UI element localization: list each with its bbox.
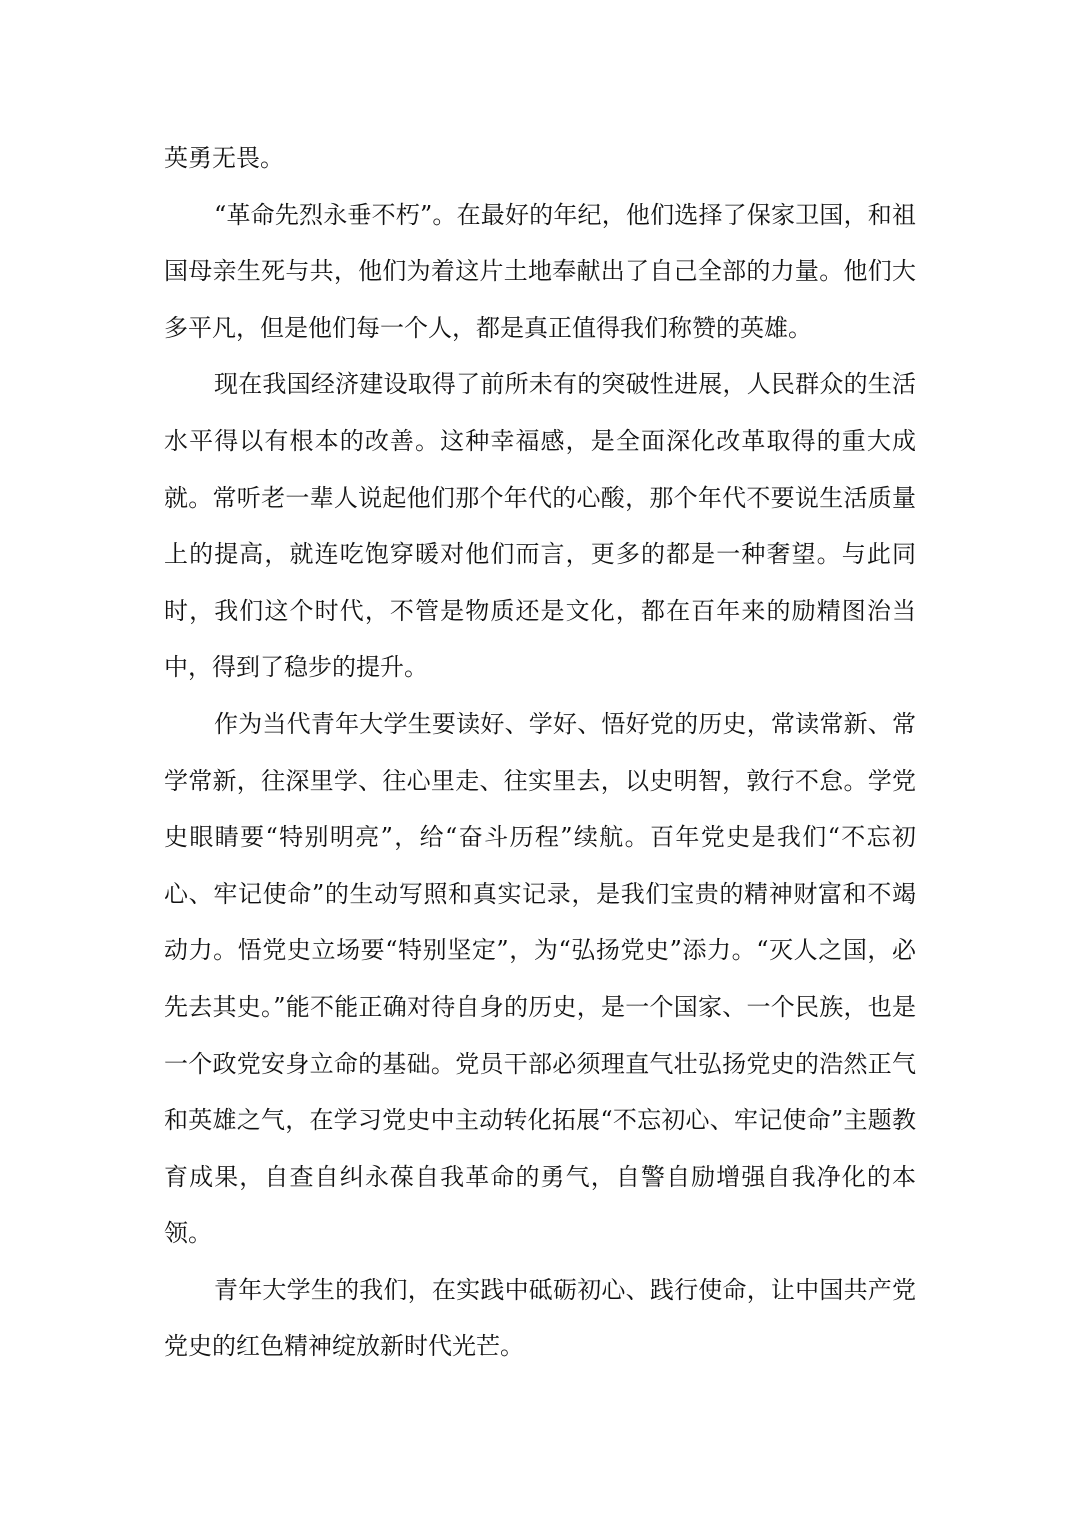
paragraph-party-history-study: 作为当代青年大学生要读好、学好、悟好党的历史，常读常新、常学常新，往深里学、往心里走、往实里去，以史明智，敦行不怠。学党史眼睛要“特别明亮”，给“奋斗历程”续航。百年党史是我们“不忘初心、牢记使命”的生动写照和真实记录，是我们宝贵的精神财富和不竭动力。悟党史立场要“特别坚定”，为“弘扬党史”添力。“灭人之国，必先去其史。”能不能正确对待自身的历史，是一个国家、一个民族，也是一个政党安身立命的基础。党员干部必须理直气壮弘扬党史的浩然正气和英雄之气，在学习党史中主动转化拓展“不忘初心、牢记使命”主题教育成果，自查自纠永葆自我革命的勇气，自警自励增强自我净化的本领。: [164, 709, 916, 1248]
paragraph-economic-development: 现在我国经济建设取得了前所未有的突破性进展，人民群众的生活水平得以有根本的改善。这种幸福感，是全面深化改革取得的重大成就。常听老一辈人说起他们那个年代的心酸，那个年代不要说生活质量上的提高，就连吃饱穿暖对他们而言，更多的都是一种奢望。与此同时，我们这个时代，不管是物质还是文化，都在百年来的励精图治当中，得到了稳步的提升。: [164, 370, 916, 682]
paragraph-revolutionary-martyrs: “革命先烈永垂不朽”。在最好的年纪，他们选择了保家卫国，和祖国母亲生死与共，他们为着这片土地奉献出了自己全部的力量。他们大多平凡，但是他们每一个人，都是真正值得我们称赞的英雄。: [164, 200, 916, 342]
paragraph-continuation: 英勇无畏。: [164, 144, 284, 172]
paragraph-conclusion: 青年大学生的我们，在实践中砥砺初心、践行使命，让中国共产党党史的红色精神绽放新时代光芒。: [164, 1275, 916, 1361]
document-body: [164, 130, 916, 1375]
